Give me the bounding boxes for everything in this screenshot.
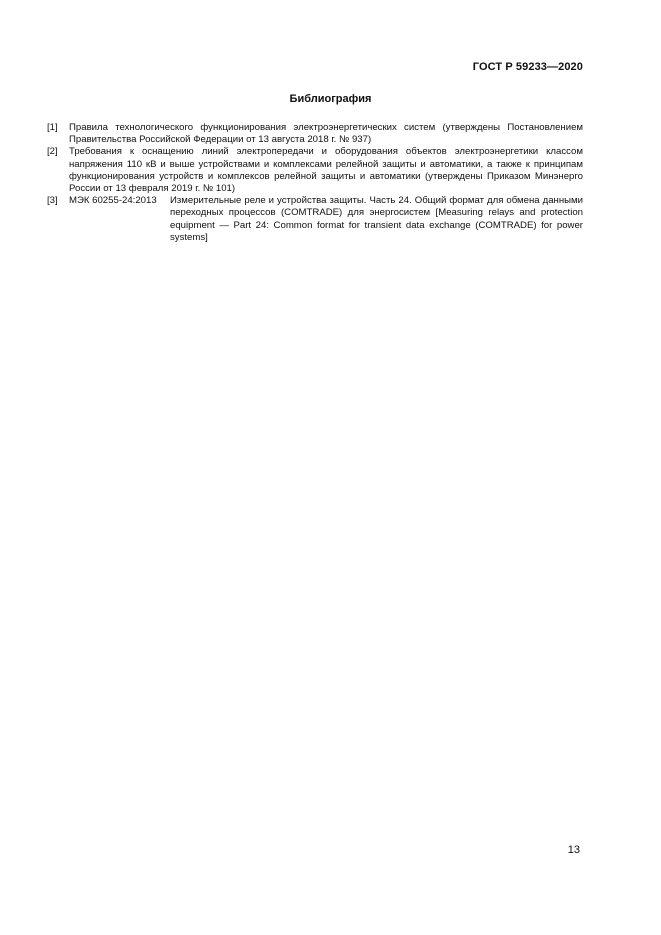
entry-text: Измерительные реле и устройства защиты. Часть 24. Общий формат для обмена данными переходных процессов (COMTRADE) для энергосистем [Measuring relays and protection equipment — Part 24: Common format for transient data exchange (COMTRADE) for power systems] (170, 195, 583, 243)
document-code: ГОСТ Р 59233—2020 (472, 61, 583, 73)
page-number: 13 (567, 844, 580, 856)
bibliography-entry (47, 146, 583, 195)
entry-text: Требования к оснащению линий электропередачи и оборудования объектов электроэнергетики классом напряжения 110 кВ и выше устройствами и комплексами релейной защиты и автоматики, а также к принципам функционирования устройств и комплексов релейной защиты и автоматики (утверждены Приказом Минэнерго России от 13 февраля 2019 г. № 101) (69, 146, 583, 195)
entry-number: [1] (47, 122, 58, 133)
bibliography-list (47, 122, 583, 244)
entry-standard-code: МЭК 60255-24:2013 (69, 195, 157, 207)
bibliography-entry (47, 122, 583, 146)
bibliography-title: Библиография (289, 93, 372, 105)
bibliography-entry (47, 195, 583, 244)
entry-text: Правила технологического функционирования электроэнергетических систем (утверждены Постановлением Правительства Российской Федерации от 13 августа 2018 г. № 937) (69, 122, 583, 146)
entry-number: [2] (47, 146, 58, 158)
entry-number: [3] (47, 195, 58, 207)
